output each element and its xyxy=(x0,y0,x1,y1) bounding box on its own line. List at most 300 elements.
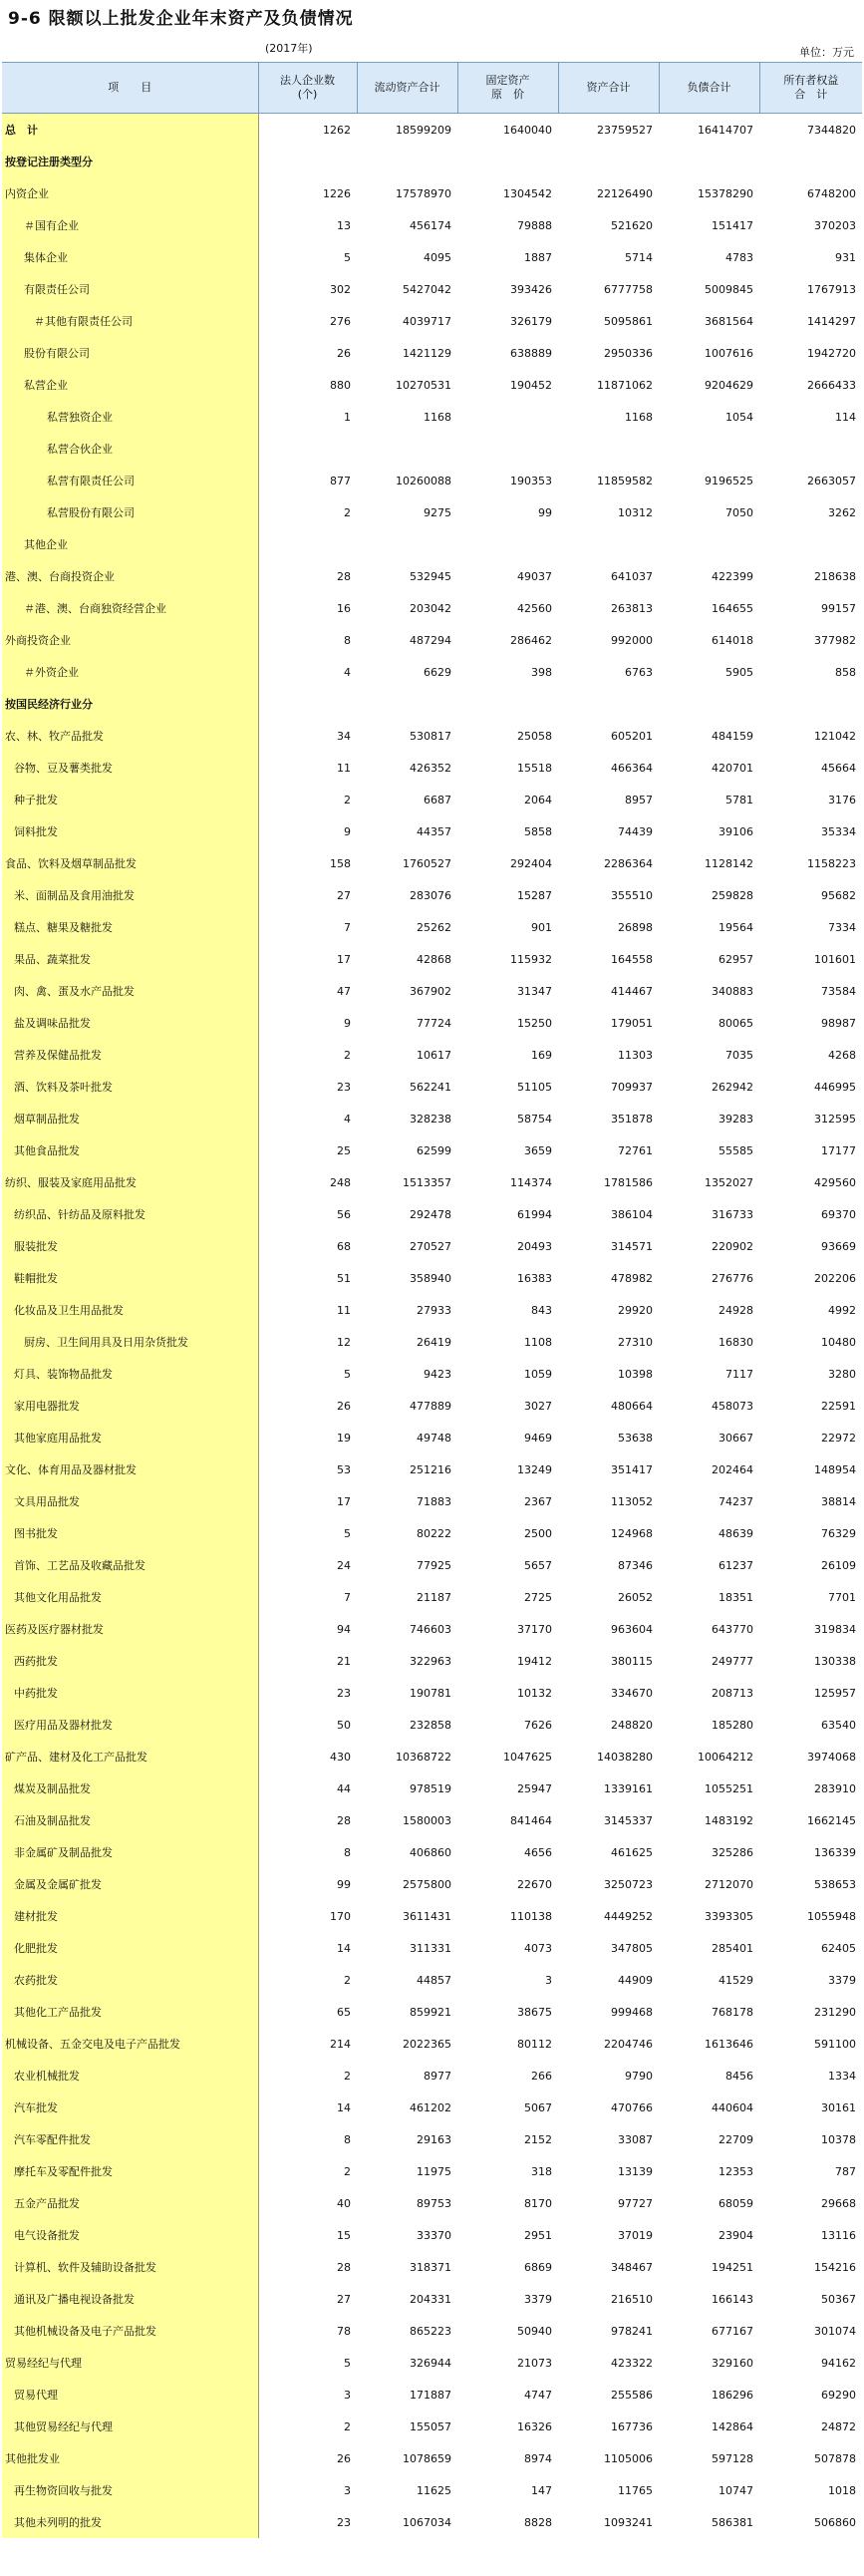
row-label: 厨房、卫生间用具及日用杂货批发 xyxy=(2,1326,258,1358)
table-row xyxy=(2,1485,862,1517)
table-cell: 1352027 xyxy=(705,1175,753,1189)
table-cell: 2500 xyxy=(524,1526,552,1540)
table-cell: 15250 xyxy=(517,1016,552,1030)
table-cell: 18599209 xyxy=(396,123,451,137)
table-cell: 709937 xyxy=(611,1080,653,1094)
table-cell: 4 xyxy=(344,1112,351,1126)
table-cell: 28 xyxy=(337,1813,351,1827)
table-cell: 44909 xyxy=(618,1973,653,1987)
table-cell: 26 xyxy=(337,2451,351,2465)
table-cell: 262942 xyxy=(712,1080,753,1094)
table-cell: 318 xyxy=(531,2164,552,2178)
table-cell: 10064212 xyxy=(698,1750,753,1764)
table-cell: 80065 xyxy=(719,1016,753,1030)
table-cell: 6763 xyxy=(625,665,653,679)
table-row xyxy=(2,2060,862,2092)
row-label: 非金属矿及制品批发 xyxy=(2,1836,258,1868)
table-row xyxy=(2,2442,862,2474)
table-cell: 39106 xyxy=(719,824,753,838)
table-cell: 5 xyxy=(344,250,351,264)
table-cell: 26419 xyxy=(417,1335,451,1349)
table-cell: 4783 xyxy=(725,250,753,264)
table-cell: 314571 xyxy=(611,1239,653,1253)
row-label: 贸易经纪与代理 xyxy=(2,2347,258,2379)
table-cell: 3379 xyxy=(524,2292,552,2306)
table-row xyxy=(2,2474,862,2506)
table-cell: 7050 xyxy=(725,505,753,519)
table-cell: 429560 xyxy=(814,1175,856,1189)
table-cell: 13249 xyxy=(517,1462,552,1476)
table-cell: 11 xyxy=(337,761,351,775)
table-cell: 24928 xyxy=(719,1303,753,1317)
table-cell: 158 xyxy=(330,856,351,870)
table-cell: 69370 xyxy=(821,1207,856,1221)
table-header-row xyxy=(2,63,862,114)
row-label: ＃国有企业 xyxy=(2,209,258,241)
table-cell: 5657 xyxy=(524,1558,552,1572)
table-cell: 901 xyxy=(531,920,552,934)
table-cell: 4449252 xyxy=(604,1909,653,1923)
table-cell: 23 xyxy=(337,1686,351,1700)
table-cell: 21073 xyxy=(517,2356,552,2370)
table-cell: 24872 xyxy=(821,2419,856,2433)
table-cell: 10398 xyxy=(618,1367,653,1381)
table-cell: 4095 xyxy=(424,250,451,264)
row-label: 建材批发 xyxy=(2,1900,258,1932)
table-row xyxy=(2,1868,862,1900)
table-cell: 506860 xyxy=(814,2515,856,2529)
table-row xyxy=(2,911,862,943)
table-cell: 2725 xyxy=(524,1590,552,1604)
table-cell: 351878 xyxy=(611,1112,653,1126)
table-cell: 843 xyxy=(531,1303,552,1317)
row-label: 股份有限公司 xyxy=(2,337,258,369)
table-cell: 94 xyxy=(337,1622,351,1636)
table-cell: 461202 xyxy=(410,2100,451,2114)
table-cell: 461625 xyxy=(611,1845,653,1859)
table-cell: 23 xyxy=(337,2515,351,2529)
row-label: 其他未列明的批发 xyxy=(2,2506,258,2538)
table-row xyxy=(2,1422,862,1453)
table-row xyxy=(2,273,862,305)
table-cell: 136339 xyxy=(814,1845,856,1859)
table-cell: 1067034 xyxy=(403,2515,451,2529)
table-cell: 430 xyxy=(330,1750,351,1764)
table-row xyxy=(2,177,862,209)
table-row xyxy=(2,209,862,241)
table-cell: 185280 xyxy=(712,1718,753,1732)
header-owners-equity: 所有者权益 合 计 xyxy=(759,63,862,114)
table-cell: 72761 xyxy=(618,1143,653,1157)
table-cell: 1662145 xyxy=(807,1813,856,1827)
table-cell: 597128 xyxy=(712,2451,753,2465)
row-label: 总 计 xyxy=(2,114,258,147)
row-label: 医药及医疗器材批发 xyxy=(2,1613,258,1645)
row-label: 首饰、工艺品及收藏品批发 xyxy=(2,1549,258,1581)
table-cell: 99 xyxy=(538,505,552,519)
table-row xyxy=(2,1517,862,1549)
table-row xyxy=(2,1900,862,1932)
table-row xyxy=(2,2379,862,2411)
table-cell: 2367 xyxy=(524,1494,552,1508)
table-cell: 3145337 xyxy=(604,1813,653,1827)
table-cell: 5095861 xyxy=(604,314,653,328)
table-cell: 8170 xyxy=(524,2196,552,2210)
table-cell: 312595 xyxy=(814,1112,856,1126)
table-cell xyxy=(759,528,862,560)
table-cell: 164558 xyxy=(611,952,653,966)
table-cell: 8456 xyxy=(725,2069,753,2083)
table-cell: 53638 xyxy=(618,1431,653,1445)
table-cell: 3 xyxy=(545,1973,552,1987)
table-cell: 1304542 xyxy=(503,186,552,200)
table-cell: 124968 xyxy=(611,1526,653,1540)
table-cell: 1055251 xyxy=(705,1781,753,1795)
table-cell: 248820 xyxy=(611,1718,653,1732)
table-cell: 4656 xyxy=(524,1845,552,1859)
table-row xyxy=(2,1198,862,1230)
table-cell: 4073 xyxy=(524,1941,552,1955)
table-cell xyxy=(258,146,357,177)
table-cell: 1168 xyxy=(424,410,451,424)
row-label: 私营合伙企业 xyxy=(2,433,258,465)
table-row xyxy=(2,114,862,147)
table-cell xyxy=(258,688,357,720)
row-label: 农药批发 xyxy=(2,1964,258,1996)
row-label: 文化、体育用品及器材批发 xyxy=(2,1453,258,1485)
row-label: 私营股份有限公司 xyxy=(2,496,258,528)
table-cell: 26 xyxy=(337,1399,351,1413)
table-cell: 33370 xyxy=(417,2228,451,2242)
table-cell: 166143 xyxy=(712,2292,753,2306)
table-cell: 319834 xyxy=(814,1622,856,1636)
table-cell: 179051 xyxy=(611,1016,653,1030)
table-row xyxy=(2,241,862,273)
table-cell: 7 xyxy=(344,1590,351,1604)
table-cell: 170 xyxy=(330,1909,351,1923)
table-cell: 30667 xyxy=(719,1431,753,1445)
table-cell: 2 xyxy=(344,505,351,519)
row-label: 化妆品及卫生用品批发 xyxy=(2,1294,258,1326)
table-cell: 10747 xyxy=(719,2483,753,2497)
table-cell: 521620 xyxy=(611,218,653,232)
table-cell: 3 xyxy=(344,2388,351,2402)
header-enterprise-count: 法人企业数 (个) xyxy=(258,63,357,114)
table-cell: 194251 xyxy=(712,2260,753,2274)
table-cell xyxy=(659,146,759,177)
table-cell: 26898 xyxy=(618,920,653,934)
table-cell: 63540 xyxy=(821,1718,856,1732)
table-cell: 426352 xyxy=(410,761,451,775)
table-cell: 5905 xyxy=(725,665,753,679)
table-row xyxy=(2,1741,862,1772)
table-cell: 15378290 xyxy=(698,186,753,200)
row-label: 其他食品批发 xyxy=(2,1134,258,1166)
table-cell: 2663057 xyxy=(807,474,856,487)
table-cell: 29920 xyxy=(618,1303,653,1317)
table-cell: 2022365 xyxy=(403,2037,451,2051)
table-cell: 370203 xyxy=(814,218,856,232)
table-cell: 4992 xyxy=(828,1303,856,1317)
table-cell: 1059 xyxy=(524,1367,552,1381)
table-cell: 11 xyxy=(337,1303,351,1317)
table-cell: 9423 xyxy=(424,1367,451,1381)
table-cell: 18351 xyxy=(719,1590,753,1604)
table-cell: 16414707 xyxy=(698,123,753,137)
table-cell: 50 xyxy=(337,1718,351,1732)
table-cell: 89753 xyxy=(417,2196,451,2210)
row-label: 糕点、糖果及糖批发 xyxy=(2,911,258,943)
table-row xyxy=(2,2219,862,2251)
table-cell: 276776 xyxy=(712,1271,753,1285)
row-label: 五金产品批发 xyxy=(2,2187,258,2219)
table-cell: 270527 xyxy=(410,1239,451,1253)
table-cell: 643770 xyxy=(712,1622,753,1636)
row-label: 汽车批发 xyxy=(2,2092,258,2123)
table-cell: 10270531 xyxy=(396,378,451,392)
row-label: 医疗用品及器材批发 xyxy=(2,1709,258,1741)
table-cell: 458073 xyxy=(712,1399,753,1413)
table-cell: 3 xyxy=(344,2483,351,2497)
table-cell: 13139 xyxy=(618,2164,653,2178)
table-cell: 1078659 xyxy=(403,2451,451,2465)
table-cell: 532945 xyxy=(410,569,451,583)
table-row xyxy=(2,1613,862,1645)
row-label: 西药批发 xyxy=(2,1645,258,1677)
table-cell: 34 xyxy=(337,729,351,743)
table-cell: 487294 xyxy=(410,633,451,647)
table-cell: 25 xyxy=(337,1143,351,1157)
table-row xyxy=(2,975,862,1007)
table-body xyxy=(2,114,862,2539)
row-label: 果品、蔬菜批发 xyxy=(2,943,258,975)
table-cell: 259828 xyxy=(712,888,753,902)
table-cell: 7035 xyxy=(725,1048,753,1062)
table-cell: 5858 xyxy=(524,824,552,838)
table-cell: 115932 xyxy=(510,952,552,966)
table-cell: 7334 xyxy=(828,920,856,934)
table-cell: 302 xyxy=(330,282,351,296)
table-cell: 480664 xyxy=(611,1399,653,1413)
table-cell xyxy=(659,433,759,465)
table-cell: 456174 xyxy=(410,218,451,232)
table-cell: 27 xyxy=(337,2292,351,2306)
table-cell: 10378 xyxy=(821,2132,856,2146)
table-cell: 1760527 xyxy=(403,856,451,870)
table-row xyxy=(2,465,862,496)
table-row xyxy=(2,656,862,688)
table-cell: 16383 xyxy=(517,1271,552,1285)
table-cell: 40 xyxy=(337,2196,351,2210)
table-cell: 125957 xyxy=(814,1686,856,1700)
row-label: 煤炭及制品批发 xyxy=(2,1772,258,1804)
header-current-assets: 流动资产合计 xyxy=(357,63,457,114)
table-row xyxy=(2,1677,862,1709)
table-cell: 1262 xyxy=(323,123,351,137)
table-cell: 6748200 xyxy=(807,186,856,200)
row-label: 纺织品、针纺品及原料批发 xyxy=(2,1198,258,1230)
table-cell: 30161 xyxy=(821,2100,856,2114)
table-cell: 5781 xyxy=(725,793,753,806)
table-row xyxy=(2,2411,862,2442)
table-cell: 98987 xyxy=(821,1016,856,1030)
header-total-assets: 资产合计 xyxy=(558,63,659,114)
table-cell: 1483192 xyxy=(705,1813,753,1827)
table-cell: 142864 xyxy=(712,2419,753,2433)
table-cell xyxy=(558,433,659,465)
table-cell: 26 xyxy=(337,346,351,360)
table-cell: 423322 xyxy=(611,2356,653,2370)
table-cell: 190781 xyxy=(410,1686,451,1700)
table-cell: 8957 xyxy=(625,793,653,806)
table-cell: 978519 xyxy=(410,1781,451,1795)
table-cell: 266 xyxy=(531,2069,552,2083)
table-cell: 3393305 xyxy=(705,1909,753,1923)
unit-label: 单位：万元 xyxy=(799,46,854,59)
table-cell: 1168 xyxy=(625,410,653,424)
table-cell: 20493 xyxy=(517,1239,552,1253)
table-cell: 4268 xyxy=(828,1048,856,1062)
table-cell: 999468 xyxy=(611,2005,653,2019)
table-cell: 53 xyxy=(337,1462,351,1476)
table-cell: 11303 xyxy=(618,1048,653,1062)
row-label: 私营独资企业 xyxy=(2,401,258,433)
table-cell: 2 xyxy=(344,2419,351,2433)
table-cell: 15518 xyxy=(517,761,552,775)
table-cell: 340883 xyxy=(712,984,753,998)
table-cell: 37019 xyxy=(618,2228,653,2242)
table-cell: 328238 xyxy=(410,1112,451,1126)
table-cell: 283910 xyxy=(814,1781,856,1795)
table-row xyxy=(2,2347,862,2379)
table-cell: 877 xyxy=(330,474,351,487)
table-cell: 167736 xyxy=(611,2419,653,2433)
table-cell: 398 xyxy=(531,665,552,679)
table-cell: 95682 xyxy=(821,888,856,902)
row-label: 金属及金属矿批发 xyxy=(2,1868,258,1900)
table-cell: 283076 xyxy=(410,888,451,902)
table-cell: 393426 xyxy=(510,282,552,296)
table-cell: 42560 xyxy=(517,601,552,615)
table-cell: 25262 xyxy=(417,920,451,934)
table-cell: 17 xyxy=(337,952,351,966)
table-cell: 23904 xyxy=(719,2228,753,2242)
table-cell: 329160 xyxy=(712,2356,753,2370)
row-label: 鞋帽批发 xyxy=(2,1262,258,1294)
table-cell xyxy=(759,146,862,177)
table-cell: 55585 xyxy=(719,1143,753,1157)
table-cell: 530817 xyxy=(410,729,451,743)
table-cell: 99157 xyxy=(821,601,856,615)
table-cell: 77724 xyxy=(417,1016,451,1030)
table-cell: 14 xyxy=(337,2100,351,2114)
table-row xyxy=(2,720,862,752)
table-cell: 1767913 xyxy=(807,282,856,296)
table-cell: 28 xyxy=(337,2260,351,2274)
table-cell: 121042 xyxy=(814,729,856,743)
table-cell: 5067 xyxy=(524,2100,552,2114)
table-row xyxy=(2,943,862,975)
table-row xyxy=(2,1358,862,1390)
table-cell: 1158223 xyxy=(807,856,856,870)
table-row xyxy=(2,1932,862,1964)
table-cell: 155057 xyxy=(410,2419,451,2433)
table-cell: 263813 xyxy=(611,601,653,615)
table-cell: 311331 xyxy=(410,1941,451,1955)
table-cell: 507878 xyxy=(814,2451,856,2465)
table-cell: 3027 xyxy=(524,1399,552,1413)
table-cell: 147 xyxy=(531,2483,552,2497)
table-row xyxy=(2,1709,862,1741)
table-cell: 2204746 xyxy=(604,2037,653,2051)
table-cell: 190353 xyxy=(510,474,552,487)
table-cell: 27310 xyxy=(618,1335,653,1349)
table-cell: 77925 xyxy=(417,1558,451,1572)
table-cell: 25947 xyxy=(517,1781,552,1795)
table-row xyxy=(2,1964,862,1996)
table-cell: 5 xyxy=(344,1367,351,1381)
table-cell: 164655 xyxy=(712,601,753,615)
table-cell: 10132 xyxy=(517,1686,552,1700)
table-cell: 47 xyxy=(337,984,351,998)
table-cell: 3250723 xyxy=(604,1877,653,1891)
table-cell: 422399 xyxy=(712,569,753,583)
table-cell: 1513357 xyxy=(403,1175,451,1189)
table-row xyxy=(2,1230,862,1262)
table-cell xyxy=(357,528,457,560)
table-cell: 10617 xyxy=(417,1048,451,1062)
table-cell xyxy=(357,688,457,720)
data-table xyxy=(2,62,862,2538)
table-cell: 44857 xyxy=(417,1973,451,1987)
table-cell: 2286364 xyxy=(604,856,653,870)
table-cell: 11625 xyxy=(417,2483,451,2497)
table-cell xyxy=(558,146,659,177)
table-cell: 880 xyxy=(330,378,351,392)
table-cell: 9196525 xyxy=(705,474,753,487)
row-label: 烟草制品批发 xyxy=(2,1103,258,1134)
table-cell xyxy=(759,433,862,465)
table-cell: 58754 xyxy=(517,1112,552,1126)
table-cell: 22670 xyxy=(517,1877,552,1891)
table-cell: 255586 xyxy=(611,2388,653,2402)
table-cell: 208713 xyxy=(712,1686,753,1700)
table-cell: 28 xyxy=(337,569,351,583)
table-cell xyxy=(558,528,659,560)
page-title: 9-6 限额以上批发企业年末资产及负债情况 xyxy=(8,9,354,29)
table-cell: 841464 xyxy=(510,1813,552,1827)
table-row xyxy=(2,337,862,369)
table-cell: 1128142 xyxy=(705,856,753,870)
table-cell: 1339161 xyxy=(604,1781,653,1795)
table-cell: 978241 xyxy=(611,2324,653,2338)
table-row xyxy=(2,1103,862,1134)
table-cell: 8974 xyxy=(524,2451,552,2465)
table-cell: 22126490 xyxy=(597,186,653,200)
table-cell: 2 xyxy=(344,2164,351,2178)
table-cell: 202464 xyxy=(712,1462,753,1476)
table-cell: 42868 xyxy=(417,952,451,966)
table-cell: 2064 xyxy=(524,793,552,806)
table-cell: 322963 xyxy=(410,1654,451,1668)
table-row xyxy=(2,752,862,784)
row-label: 家用电器批发 xyxy=(2,1390,258,1422)
table-cell: 3262 xyxy=(828,505,856,519)
table-cell: 865223 xyxy=(410,2324,451,2338)
table-cell: 377982 xyxy=(814,633,856,647)
table-cell: 8 xyxy=(344,2132,351,2146)
table-cell: 62599 xyxy=(417,1143,451,1157)
